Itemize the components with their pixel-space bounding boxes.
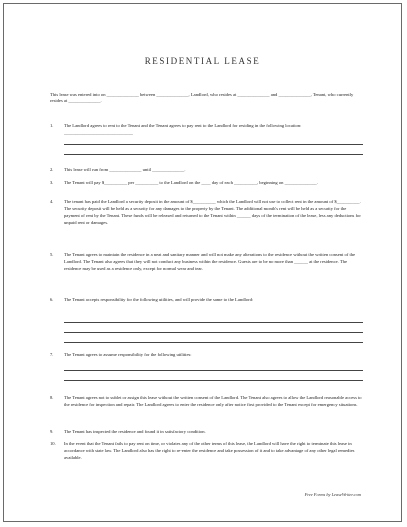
document-title: RESIDENTIAL LEASE (144, 56, 261, 66)
intro-paragraph: This lease was entered into on ______________ between ______________, Landlord, who resides at ______________ and ______________, Tenant, who currently resides at ______________. (50, 92, 354, 104)
fill-line (64, 342, 363, 343)
clause-text: The Tenant agrees to maintain the residence in a neat and sanitary manner and will not make any alterations to the residence without the written consent of the Landlord. The Tenant also agrees that they will not conduct any business within the residence. Guests are to be no more than ______ at the residence. The residence may be used as a residence only, except for normal wear and tear. (64, 252, 356, 271)
clause-text: The Tenant agrees not to sublet or assign this lease without the written consent of the Landlord. The Tenant also agrees to allow the Landlord reasonable access to the residence for inspection and repair. The Landlord agrees to enter the residence only after notice first provided to the Tenant except for emergency situations. (64, 395, 362, 407)
clause-text: The Tenant accepts responsibility for the following utilities, and will provide the same to the Landlord: (64, 297, 254, 302)
fill-line (64, 322, 363, 323)
clause-text: This lease will run from ______________ until ______________. (64, 167, 186, 172)
clause-number: 5. (50, 252, 54, 257)
clause-10 (50, 441, 363, 462)
clause-number: 3. (50, 180, 54, 185)
clause-8 (50, 395, 363, 409)
fill-line (64, 154, 363, 155)
clause-number: 10. (50, 441, 56, 446)
clause-number: 1. (50, 123, 54, 128)
fill-line (64, 370, 363, 371)
clause-text: The Tenant agrees to assume responsibility for the following utilities: (64, 352, 192, 357)
clause-3 (50, 180, 363, 187)
clause-number: 8. (50, 395, 54, 400)
lease-page (3, 3, 402, 522)
clause-number: 2. (50, 167, 54, 172)
fill-line (64, 332, 363, 333)
clause-text: The Landlord agrees to rent to the Tenant and the Tenant agrees to pay rent to the Landlord for residing in the following location: ______________________________ (64, 123, 302, 135)
clause-7 (50, 352, 363, 359)
fill-line (64, 380, 363, 381)
clause-number: 4. (50, 199, 54, 204)
clause-9 (50, 429, 363, 436)
clause-6 (50, 297, 363, 304)
clause-text: The tenant has paid the Landlord a security deposit in the amount of $__________ which the Landlord will not use to collect rent in the amount of $__________. The security deposit will be held as a security for any damages to the property by the Tenant. The additional month's rent will be held as a security for the payment of rent by the Tenant. These funds will be released and returned to the Tenant within ______ days of the termination of the lease, less any deductions for unpaid rent or damages. (64, 199, 361, 225)
clause-4 (50, 199, 363, 227)
clause-2 (50, 167, 363, 174)
clause-text: The Tenant will pay $__________ per __________ to the Landlord on the ____ day of each __________, beginning on ______________. (64, 180, 318, 185)
fill-line (64, 144, 363, 145)
clause-number: 9. (50, 429, 54, 434)
clause-5 (50, 252, 363, 273)
clause-text: The Tenant has inspected the residence and found it in satisfactory condition. (64, 429, 206, 434)
clause-list (4, 4, 401, 521)
clause-number: 6. (50, 297, 54, 302)
clause-text: In the event that the Tenant fails to pay rent on time, or violates any of the other terms of this lease, the Landlord will have the right to terminate this lease in accordance with state law. The Landlord also has the right to re-enter the residence and take possession of it and to take advantage of any other legal remedies available. (64, 441, 355, 460)
footer-credit: Free Forms by LeaseWriter.com (304, 492, 361, 497)
clause-1 (50, 123, 363, 137)
clause-number: 7. (50, 352, 54, 357)
